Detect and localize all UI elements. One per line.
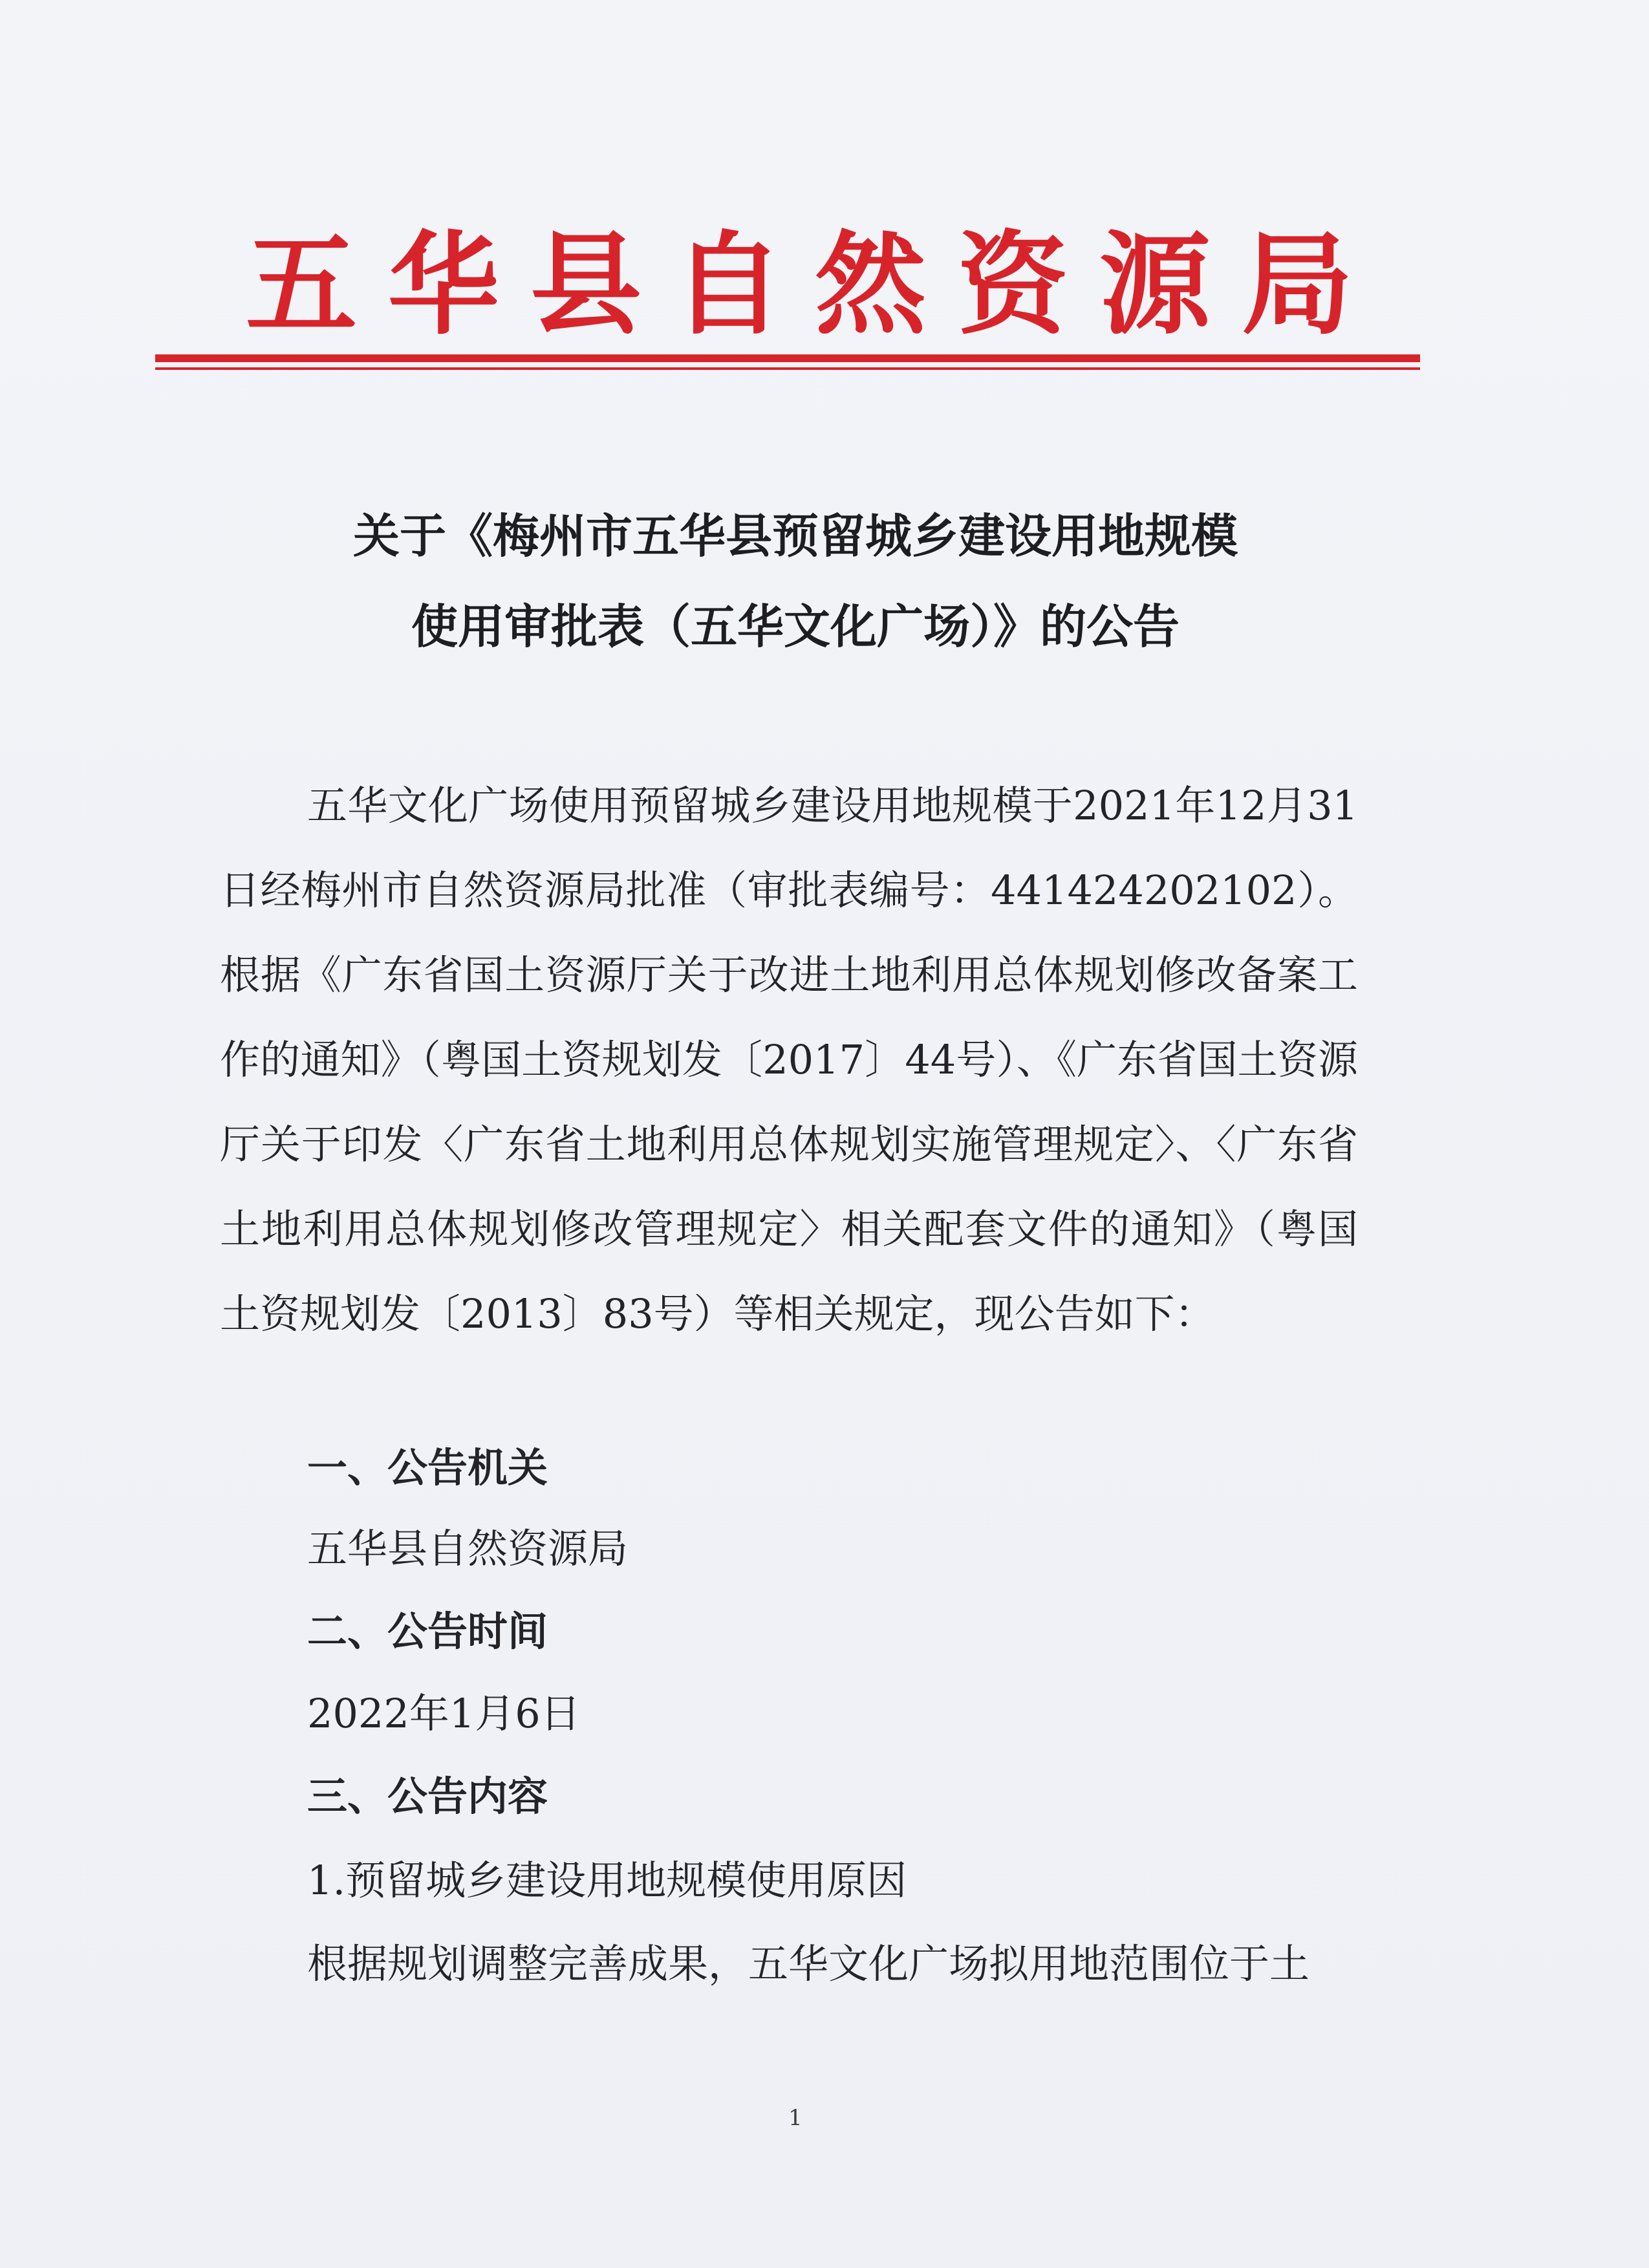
notice-intro-paragraph: 五华文化广场使用预留城乡建设用地规模于2021年12月31日经梅州市自然资源局批准（审批表编号：441424202102）。根据《广东省国土资源厅关于改进土地利用总体规划修改备案工作的通知》（粤国土资规划发〔2017〕44号）、《广东省国土资源厅关于印发〈广东省土地利用总体规划实施管理规定〉、〈广东省土地利用总体规划修改管理规定〉相关配套文件的通知》（粤国土资规划发〔2013〕83号）等相关规定，现公告如下： bbox=[220, 782, 1358, 1337]
section-content-subitem-1: 1.预留城乡建设用地规模使用原因 bbox=[307, 1857, 907, 1904]
letterhead-rule-thin bbox=[155, 367, 1420, 370]
letterhead-title: 五华县自然资源局 bbox=[246, 219, 1384, 350]
section-content-issuing-authority: 五华县自然资源局 bbox=[307, 1525, 629, 1572]
page-number: 1 bbox=[788, 2105, 803, 2131]
section-heading-notice-content: 三、公告内容 bbox=[307, 1773, 548, 1820]
section-heading-notice-date: 二、公告时间 bbox=[307, 1608, 548, 1655]
closing-paragraph: 根据规划调整完善成果，五华文化广场拟用地范围位于土 bbox=[307, 1940, 1310, 1987]
section-heading-issuing-authority: 一、公告机关 bbox=[307, 1444, 548, 1491]
notice-intro-block bbox=[220, 763, 1358, 1356]
notice-title-line-2: 使用审批表（五华文化广场）》的公告 bbox=[411, 599, 1180, 654]
letterhead-rule-thick bbox=[155, 354, 1420, 362]
section-content-notice-date: 2022年1月6日 bbox=[307, 1690, 581, 1737]
notice-title-line-1: 关于《梅州市五华县预留城乡建设用地规模 bbox=[352, 509, 1238, 563]
